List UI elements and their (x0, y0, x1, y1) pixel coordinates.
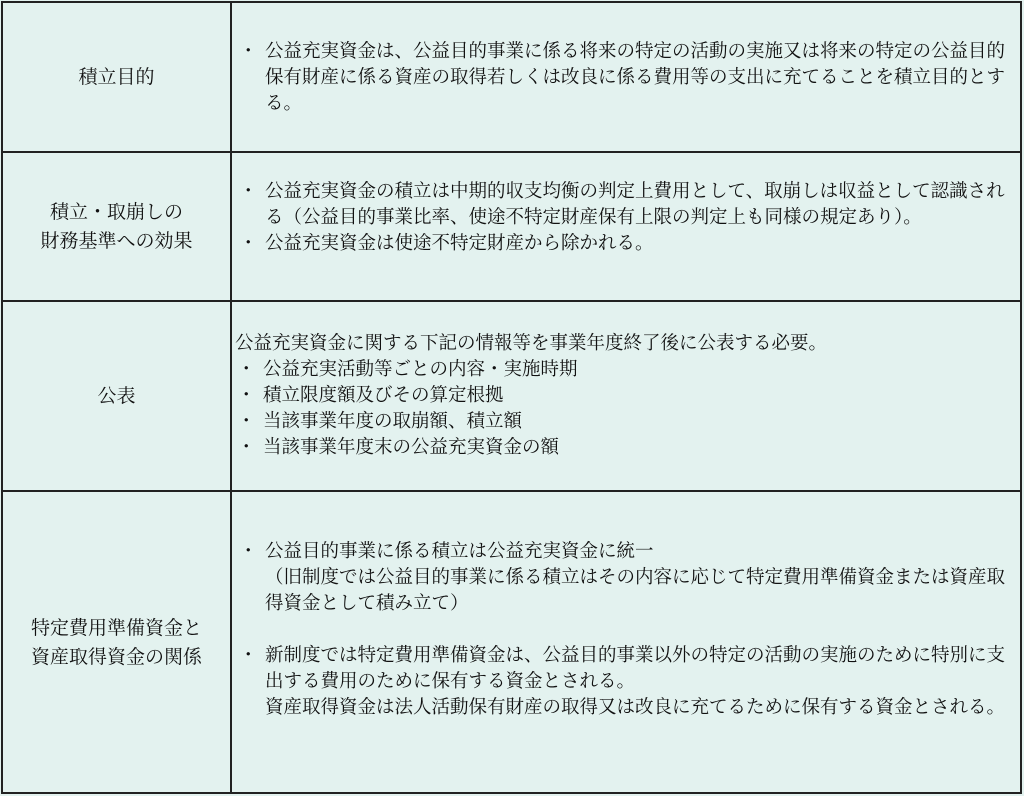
bullet-item: ・ 新制度では特定費用準備資金は、公益目的事業以外の特定の活動の実施のために特別に支出する費用のために保有する資金とされる。 (237, 643, 1014, 695)
label-line: 特定費用準備資金と (30, 617, 202, 639)
bullet-item: ・ 当該事業年度末の公益充実資金の額 (235, 435, 1014, 461)
label-line: 財務基準への効果 (40, 229, 193, 252)
bullet-item: ・ 公益充実活動等ごとの内容・実施時期 (235, 357, 1014, 383)
row-content (232, 153, 1020, 300)
row-content (232, 492, 1020, 794)
table-row (3, 492, 1020, 794)
bullet-item: ・ 積立限度額及びその算定根拠 (235, 383, 1014, 409)
label-line: 資産取得資金の関係 (30, 646, 202, 668)
bullet-item: ・ 公益充実資金は使途不特定財産から除かれる。 (237, 231, 1014, 257)
note-text: （旧制度では公益目的事業に係る積立はその内容に応じて特定費用準備資金または資産取得資金として積み立て） (265, 567, 1006, 614)
bullet-item: ・ 公益充実資金は、公益目的事業に係る将来の特定の活動の実施又は将来の特定の公益目的保有財産に係る資産の取得若しくは改良に係る費用等の支出に充てることを積立目的とする。 (237, 39, 1014, 117)
spacer (237, 617, 1014, 643)
row-label (3, 492, 232, 794)
table-row (3, 3, 1020, 153)
fund-table (1, 1, 1022, 794)
row-content (232, 3, 1020, 151)
row-label: 積立目的 (3, 3, 232, 151)
row-label: 公表 (3, 302, 232, 490)
label-line: 積立・取崩しの (49, 200, 183, 223)
intro-text: 公益充実資金に関する下記の情報等を事業年度終了後に公表する必要。 (235, 333, 828, 354)
row-content (232, 302, 1020, 490)
bullet-item: ・ 公益目的事業に係る積立は公益充実資金に統一 (237, 539, 1014, 565)
row-label (3, 153, 232, 300)
table-row (3, 153, 1020, 302)
bullet-item: ・ 公益充実資金の積立は中期的収支均衡の判定上費用として、取崩しは収益として認識される（公益目的事業比率、使途不特定財産保有上限の判定上も同様の規定あり）。 (237, 179, 1014, 231)
bullet-item: ・ 当該事業年度の取崩額、積立額 (235, 409, 1014, 435)
note-text: 資産取得資金は法人活動保有財産の取得又は改良に充てるために保有する資金とされる。 (265, 697, 1006, 718)
table-row (3, 302, 1020, 492)
